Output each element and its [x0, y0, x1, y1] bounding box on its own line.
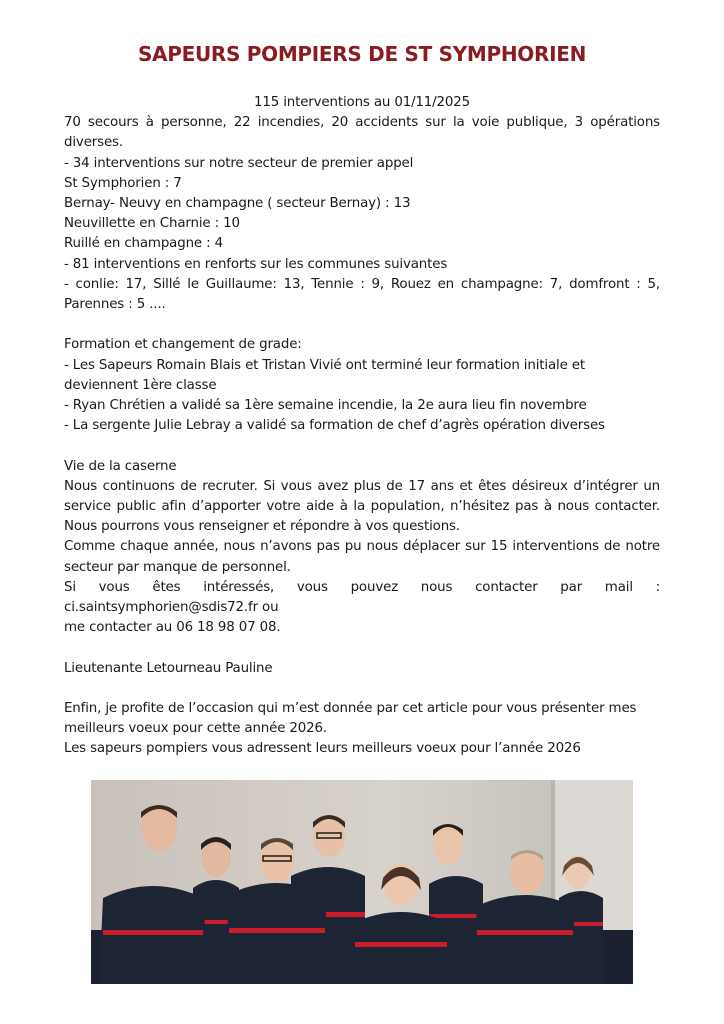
wishes-paragraph: Enfin, je profite de l’occasion qui m’est donnée par cet article pour vous présenter mes meilleurs voeux pour cette année 2026.	[64, 701, 637, 737]
recruit-paragraph: Nous continuons de recruter. Si vous avez plus de 17 ans et êtes désireux d’intégrer un service public afin d’apporter votre aide à la population, n’hésitez pas à nous contacter. Nous pourrons vous renseigner et répondre à vos questions.	[64, 478, 660, 535]
sector-line: - 34 interventions sur notre secteur de premier appel	[64, 155, 414, 171]
sector-item: Neuvillette en Charnie : 10	[64, 216, 240, 232]
training-item: - Ryan Chrétien a validé sa 1ère semaine incendie, la 2e aura lieu fin novembre	[64, 398, 587, 414]
page-title: SAPEURS POMPIERS DE ST SYMPHORIEN	[137, 42, 587, 66]
communes-list: - conlie: 17, Sillé le Guillaume: 13, Tennie : 9, Rouez en champagne: 7, domfront : 5, Parennes : 5 ....	[64, 276, 660, 313]
article-body	[64, 93, 660, 760]
signature: Lieutenante Letourneau Pauline	[64, 660, 273, 676]
wishes-closing: Les sapeurs pompiers vous adressent leurs meilleurs voeux pour l’année 2026	[64, 741, 581, 757]
sector-item: Ruillé en champagne : 4	[64, 236, 223, 252]
interventions-headline: 115 interventions au 01/11/2025	[253, 95, 471, 110]
training-item: - Les Sapeurs Romain Blais et Tristan Vivié ont terminé leur formation initiale et deviennent 1ère classe	[64, 357, 585, 393]
contact-phone: me contacter au 06 18 98 07 08.	[64, 620, 281, 636]
barracks-heading: Vie de la caserne	[64, 458, 177, 474]
training-item: - La sergente Julie Lebray a validé sa formation de chef d’agrès opération diverses	[64, 418, 605, 434]
interventions-summary: 70 secours à personne, 22 incendies, 20 accidents sur la voie publique, 3 opérations diverses.	[64, 115, 660, 151]
reinforcement-line: - 81 interventions en renforts sur les communes suivantes	[64, 256, 448, 272]
team-photo	[91, 780, 633, 984]
contact-email[interactable]: ci.saintsymphorien@sdis72.fr ou	[64, 600, 279, 616]
training-heading: Formation et changement de grade:	[64, 337, 302, 353]
missed-interventions: Comme chaque année, nous n’avons pas pu nous déplacer sur 15 interventions de notre secteur par manque de personnel.	[64, 539, 660, 575]
sector-item: St Symphorien : 7	[64, 175, 182, 191]
contact-intro: Si vous êtes intéressés, vous pouvez nous contacter par mail :	[64, 579, 660, 595]
sector-item: Bernay- Neuvy en champagne ( secteur Bernay) : 13	[64, 196, 411, 212]
